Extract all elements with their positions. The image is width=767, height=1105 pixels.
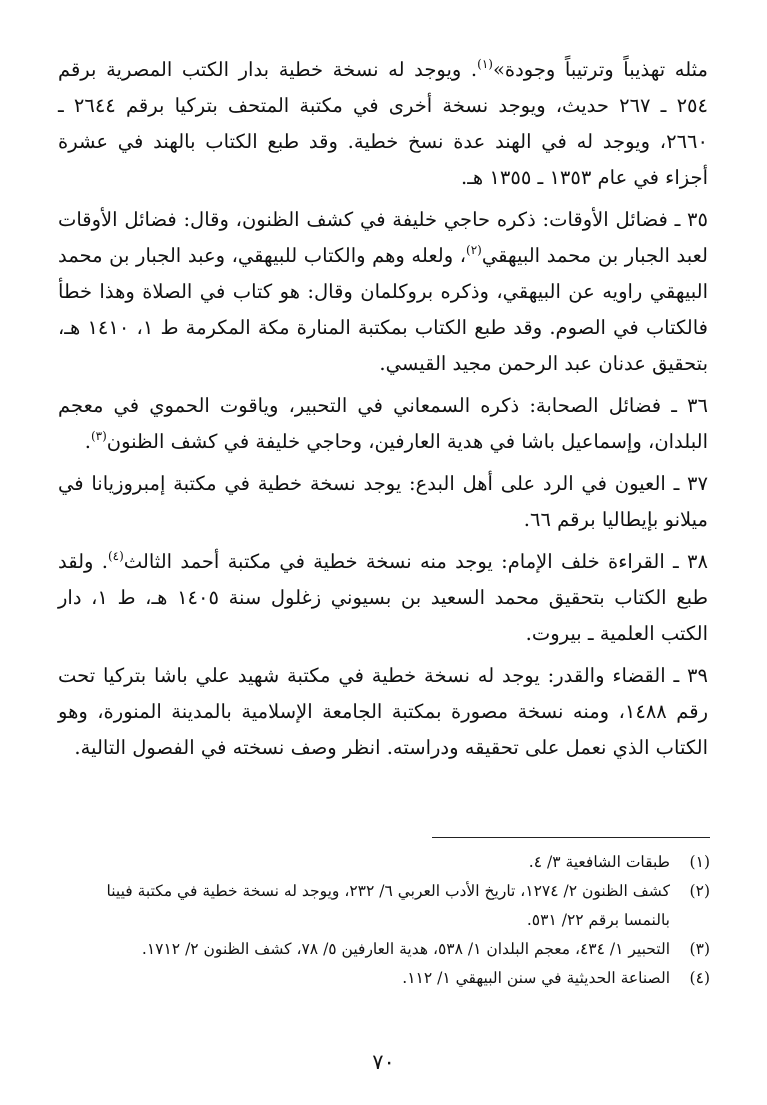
footnote-ref-1: (١) xyxy=(477,57,493,71)
page-number: ٧٠ xyxy=(372,1050,395,1074)
paragraph-1 xyxy=(58,52,708,196)
footnote-4-number: (٤) xyxy=(689,969,710,987)
footnote-3-text: التحبير ١/ ٤٣٤، معجم البلدان ١/ ٥٣٨، هدية العارفين ٥/ ٧٨، كشف الظنون ٢/ ١٧١٢. xyxy=(141,940,670,958)
footnote-ref-4: (٤) xyxy=(107,549,124,563)
footnote-ref-3: (٣) xyxy=(90,429,107,443)
main-text xyxy=(58,52,708,772)
footnote-ref-2: (٢) xyxy=(466,243,482,257)
footnote-4 xyxy=(60,964,710,993)
footnote-1-number: (١) xyxy=(689,853,710,871)
footnote-2-text: كشف الظنون ٢/ ١٢٧٤، تاريخ الأدب العربي ٦/ ٢٣٢، ويوجد له نسخة خطية في مكتبة فيينا بالنمسا برقم ٢٢/ ٥٣١. xyxy=(106,882,670,929)
paragraph-6-text-a: ٣٩ ـ القضاء والقدر: يوجد له نسخة خطية في مكتبة شهيد علي باشا بتركيا تحت رقم ١٤٨٨، ومنه نسخة مصورة بمكتبة الجامعة الإسلامية بالمدينة المنورة، وهو الكتاب الذي نعمل على تحقيقه ودراسته. انظر وصف نسخته في الفصول التالية. xyxy=(58,664,708,759)
footnote-2 xyxy=(60,877,710,935)
footnote-separator xyxy=(432,837,710,838)
paragraph-3 xyxy=(58,388,708,460)
footnote-4-text: الصناعة الحديثية في سنن البيهقي ١/ ١١٢. xyxy=(402,969,670,987)
paragraph-2-text-b: ، ولعله وهم والكتاب للبيهقي، وعبد الجبار بن محمد البيهقي راويه عن البيهقي، وذكره بروكلمان وقال: هو كتاب في الصلاة وهذا خطأ فالكتاب في الصوم. وقد طبع الكتاب بمكتبة المنارة مكة المكرمة ط ١، ١٤١٠ هـ، بتحقيق عدنان عبد الرحمن مجيد القيسي. xyxy=(58,244,708,375)
footnote-3-number: (٣) xyxy=(689,940,710,958)
paragraph-2 xyxy=(58,202,708,382)
paragraph-4-text-a: ٣٧ ـ العيون في الرد على أهل البدع: يوجد نسخة خطية في مكتبة إمبروزيانا في ميلانو بإيطاليا برقم ٦٦. xyxy=(58,472,708,531)
paragraph-5-text-a: ٣٨ ـ القراءة خلف الإمام: يوجد منه نسخة خطية في مكتبة أحمد الثالث xyxy=(123,550,708,573)
paragraph-3-text-b: . xyxy=(84,430,91,453)
footnote-2-number: (٢) xyxy=(689,882,710,900)
paragraph-1-text-a: مثله تهذيباً وترتيباً وجودة» xyxy=(492,58,708,81)
paragraph-6 xyxy=(58,658,708,766)
paragraph-5 xyxy=(58,544,708,652)
paragraph-1-text-b: . ويوجد له نسخة خطية بدار الكتب المصرية برقم ٢٥٤ ـ ٢٦٧ حديث، ويوجد نسخة أخرى في مكتبة المتحف بتركيا برقم ٢٦٤٤ ـ ٢٦٦٠، ويوجد له في الهند عدة نسخ خطية. وقد طبع الكتاب بالهند في عشرة أجزاء في عام ١٣٥٣ ـ ١٣٥٥ هـ. xyxy=(58,58,708,189)
paragraph-3-text-a: ٣٦ ـ فضائل الصحابة: ذكره السمعاني في التحبير، وياقوت الحموي في معجم البلدان، وإسماعيل باشا في هدية العارفين، وحاجي خليفة في كشف الظنون xyxy=(58,394,708,453)
footnote-1-text: طبقات الشافعية ٣/ ٤. xyxy=(528,853,670,871)
footnotes xyxy=(60,848,710,993)
paragraph-4 xyxy=(58,466,708,538)
paragraph-5-text-b: . ولقد طبع الكتاب بتحقيق محمد السعيد بن بسيوني زغلول سنة ١٤٠٥ هـ، ط ١، دار الكتب العلمية ـ بيروت. xyxy=(58,550,708,645)
paragraph-2-text-a: ٣٥ ـ فضائل الأوقات: ذكره حاجي خليفة في كشف الظنون، وقال: فضائل الأوقات لعبد الجبار بن محمد البيهقي xyxy=(58,208,708,267)
footnote-1 xyxy=(60,848,710,877)
footnote-3 xyxy=(60,935,710,964)
